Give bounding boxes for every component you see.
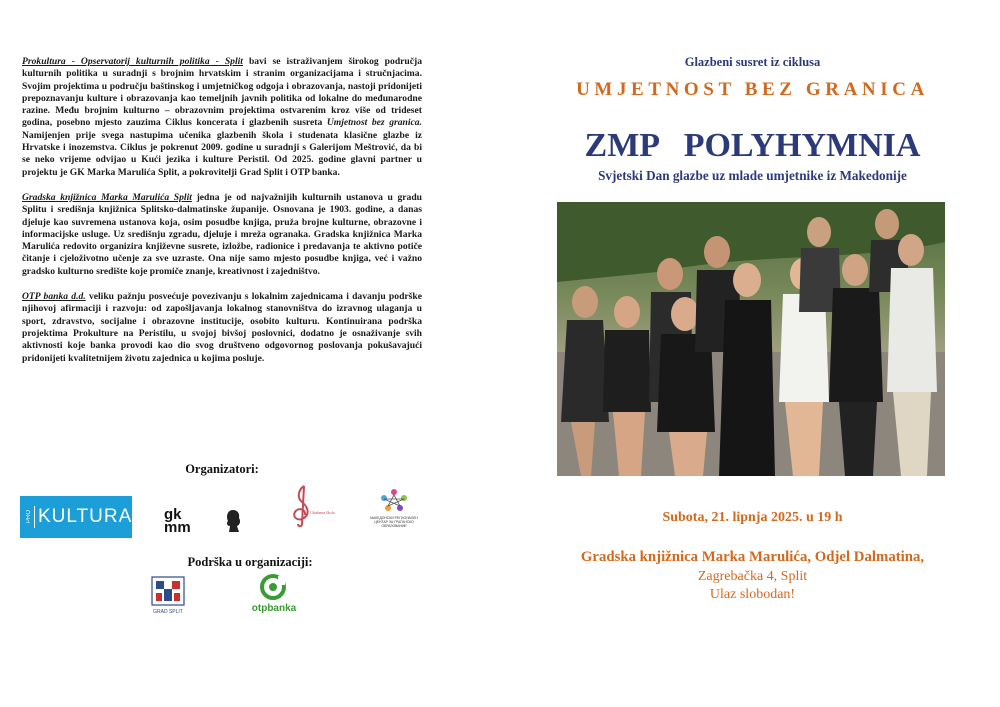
series-name-italic: Umjetnost bez granica. — [326, 117, 422, 129]
otp-banka-text: otpbanka — [251, 603, 297, 614]
paragraph-text: jedna je od najvažnijih kulturnih ustanova u gradu Splitu i središnja knjižnica Splitsko-dalmatinske županije. Osnovana je 1903. godine, a danas djeluje kao suvremena ustanova koja, osim posudbe knjiga, pruža brojne kulturne, obrazovne i informacijske usluge. Uz središnju zgradu, djeluje i mreža ogranaka. Gradska knjižnica Marka Marulića redovito organizira književne susrete, izložbe, radionice i predavanja te aktivno potiče čitanje i cjeloživotno učenje za sve uzraste. Ona nije samo mjesto posudbe knjiga, već i važno gradsko kulturno središte koje promiče znanje, kreativnost i zajedništvo. — [22, 191, 422, 277]
event-venue: Gradska knjižnica Marka Marulića, Odjel Dalmatina, — [580, 549, 925, 565]
org-name-prokultura: Prokultura - Opservatorij kulturnih politika - Split — [22, 56, 243, 67]
pre-title: Glazbeni susret iz ciklusa — [684, 55, 821, 69]
org-name-otp: OTP banka d.d. — [22, 291, 86, 303]
music-school-logo — [288, 484, 344, 532]
prokultura-logo-text: KULTURA — [34, 506, 132, 528]
group-photo-illustration — [557, 202, 945, 476]
event-subtitle: Svjetski Dan glazbe uz mlade umjetnike iz Makedonije — [598, 168, 907, 183]
macedonia-center-logo — [364, 488, 424, 536]
org-name-library: Gradska knjižnica Marka Marulića Split — [22, 191, 192, 203]
otp-banka-logo — [244, 574, 304, 618]
paragraph-text: veliku pažnju posvećuje povezivanju s lokalnim zajednicama i davanju podrške njihovoj afirmaciji i razvoju: od zapošljavanja lokalnog stanovništva do izravnog ulaganja u sport, zdravstvo, socijalne i obrazovne institucije, osobito kulturu. Kontinuirana podrška projektima Prokulture na Peristilu, u svojoj bivšoj poslovnici, dodatno je osnaživanje svih aktivnosti koje banka provodi kao dio svog društveno odgovornog poslovanja pokušavajući pridonijeti kvalitetnijem životu zajednica u kojima posluje. — [22, 291, 422, 364]
macedonia-center-caption: МАКЕДОНСКИ РЕГИОНАЛЕН ЦЕНТАР ЗА ГРАЃАНСКО ОБРАЗОВАНИЕ — [370, 516, 418, 528]
people-star-icon — [380, 488, 408, 512]
event-address: Zagrebačka 4, Split — [697, 569, 808, 584]
marulic-head-icon — [222, 508, 244, 534]
paragraph-text: Namijenjen prije svega nastupima učenika glazbenih škola i studenata klasične glazbe iz Hrvatske i inozemstva. Ciklus je pokrenut 2009. godine u suradnji s Galerijom Meštrović, da bi se neko vrijeme odvijao u Kući jezika i kulture Peristil. Od 2025. godine glavni partner u projektu je GK Marka Marulića Split, a pokrovitelji Grad Split i OTP banka. — [22, 129, 422, 178]
paragraph-prokultura — [22, 56, 422, 179]
gkmm-logo-text: gk mm — [164, 506, 191, 536]
ensemble-group-photo — [557, 202, 945, 476]
paragraph-library — [22, 192, 422, 278]
split-coat-of-arms-icon — [150, 575, 186, 607]
left-column — [22, 56, 422, 378]
grad-split-logo — [148, 575, 188, 617]
music-school-caption: Glazbena škola — [310, 510, 335, 515]
treble-clef-icon — [288, 484, 318, 528]
paragraph-text: bavi se istraživanjem širokog područja kulturnih politika u suradnji s brojnim hrvatskim i stranim organizacijama i stručnjacima. Svojim projektima u području baštinskog i umjetničkog odgoja i obrazovanja, nastoji pridonijeti prepoznavanju kulture i obrazovanja kao temeljnih javnih politika od lokalne do međunarodne razine. Među brojnim kulturno – obrazovnim projektima ostvarenim kroz više od trideset godina, posebno mjesto zauzima Ciklus koncerata i glazbenih susreta — [22, 56, 422, 129]
series-title: UMJETNOST BEZ GRANICA — [576, 79, 929, 100]
grad-split-caption: GRAD SPLIT — [153, 609, 183, 615]
paragraph-otp — [22, 291, 422, 365]
event-admission: Ulaz slobodan! — [709, 587, 796, 602]
prokultura-logo — [20, 496, 132, 538]
gkmm-logo — [164, 508, 254, 538]
ensemble-title: ZMP POLYHYMNIA — [584, 127, 921, 164]
organizers-title: Organizatori: — [185, 462, 259, 476]
otp-symbol-icon — [260, 574, 286, 600]
prokultura-logo-prefix: PRO — [26, 510, 32, 524]
event-date: Subota, 21. lipnja 2025. u 19 h — [662, 510, 843, 525]
support-title: Podrška u organizaciji: — [187, 555, 313, 569]
